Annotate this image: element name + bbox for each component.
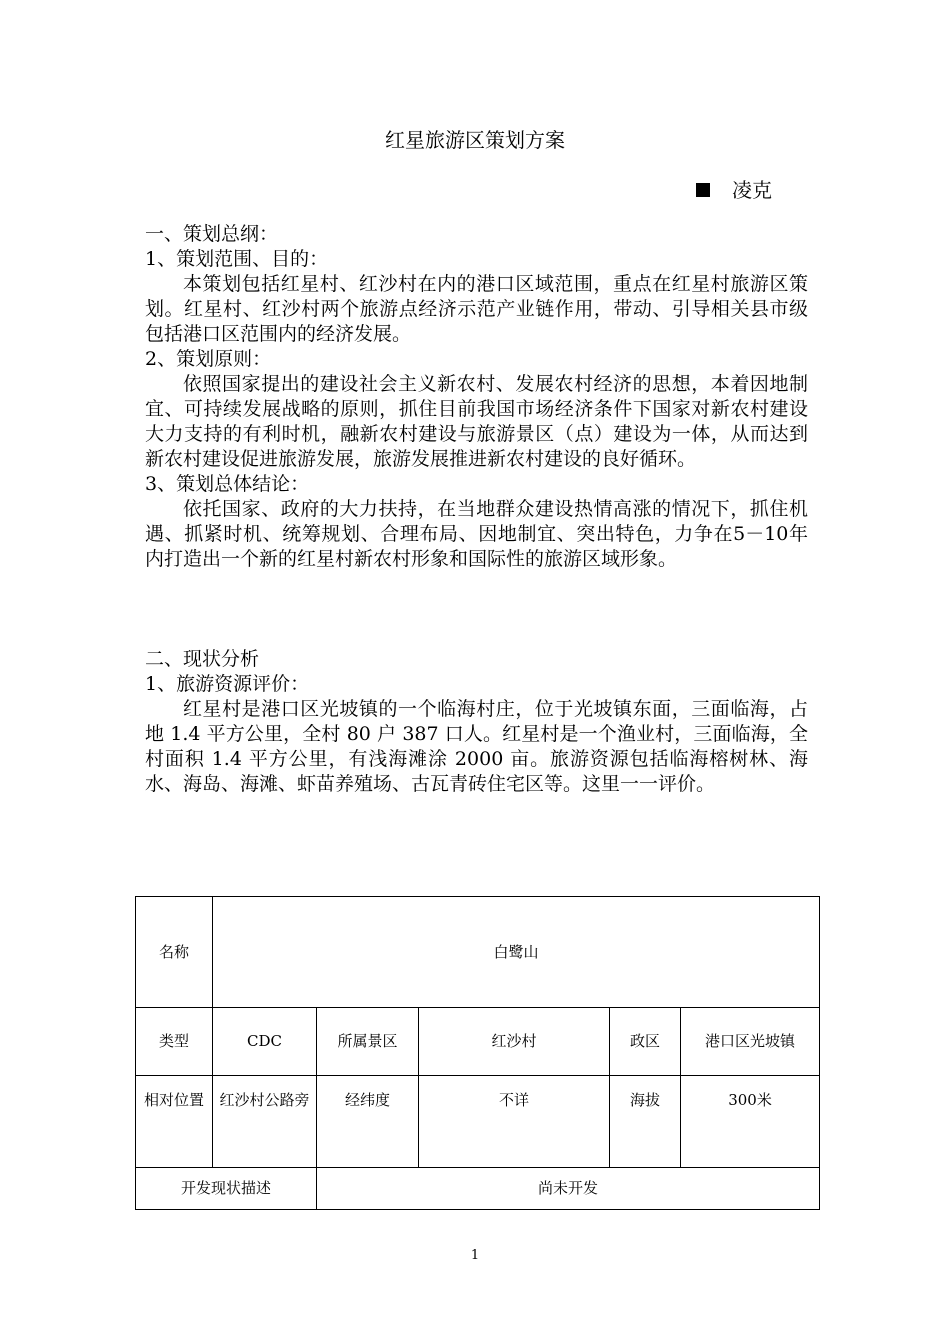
type-label: 类型 bbox=[136, 1008, 213, 1076]
section2-heading: 二、现状分析 bbox=[145, 648, 260, 670]
type-value: CDC bbox=[213, 1008, 317, 1076]
name-label: 名称 bbox=[136, 897, 213, 1008]
author-name: 凌克 bbox=[732, 178, 772, 202]
section1-sub2-heading: 2、策划原则： bbox=[145, 348, 272, 370]
section1-heading: 一、策划总纲： bbox=[145, 223, 279, 245]
coords-label: 经纬度 bbox=[317, 1076, 419, 1168]
name-value: 白鹭山 bbox=[213, 897, 820, 1008]
section-spacer bbox=[145, 572, 808, 647]
resource-table bbox=[135, 896, 820, 1210]
area-value: 红沙村 bbox=[419, 1008, 610, 1076]
position-value: 红沙村公路旁 bbox=[213, 1076, 317, 1168]
section2-sub1-paragraph: 红星村是港口区光坡镇的一个临海村庄，位于光坡镇东面，三面临海，占地 1.4 平方公里，全村 80 户 387 口人。红星村是一个渔业村，三面临海，全村面积 1.4 平方公里，有浅海滩涂 2000 亩。旅游资源包括临海榕树林、海水、海岛、海滩、虾苗养殖场、古瓦青砖住宅区等。这里一一评价。 bbox=[145, 698, 808, 795]
square-bullet-icon bbox=[696, 183, 710, 197]
status-label: 开发现状描述 bbox=[136, 1168, 317, 1210]
table-row bbox=[136, 1168, 820, 1210]
table-row bbox=[136, 1008, 820, 1076]
section1-sub3-heading: 3、策划总体结论： bbox=[145, 473, 310, 495]
table-row bbox=[136, 1076, 820, 1168]
altitude-label: 海拔 bbox=[610, 1076, 681, 1168]
author-line bbox=[696, 174, 772, 203]
section1-sub3-paragraph: 依托国家、政府的大力扶持，在当地群众建设热情高涨的情况下，抓住机遇、抓紧时机、统筹规划、合理布局、因地制宜、突出特色，力争在5－10年内打造出一个新的红星村新农村形象和国际性的旅游区域形象。 bbox=[145, 498, 808, 570]
coords-value: 不详 bbox=[419, 1076, 610, 1168]
section1-sub1-paragraph: 本策划包括红星村、红沙村在内的港口区域范围，重点在红星村旅游区策划。红星村、红沙村两个旅游点经济示范产业链作用，带动、引导相关县市级包括港口区范围内的经济发展。 bbox=[145, 273, 808, 345]
table-row bbox=[136, 897, 820, 1008]
section1-sub2-paragraph: 依照国家提出的建设社会主义新农村、发展农村经济的思想，本着因地制宜、可持续发展战略的原则，抓住目前我国市场经济条件下国家对新农村建设大力支持的有利时机，融新农村建设与旅游景区（点）建设为一体，从而达到新农村建设促进旅游发展，旅游发展推进新农村建设的良好循环。 bbox=[145, 373, 808, 470]
section1-sub1-heading: 1、策划范围、目的： bbox=[145, 248, 329, 270]
position-label: 相对位置 bbox=[136, 1076, 213, 1168]
page-number: 1 bbox=[470, 1248, 480, 1263]
document-body bbox=[145, 222, 808, 797]
status-value: 尚未开发 bbox=[317, 1168, 820, 1210]
district-label: 政区 bbox=[610, 1008, 681, 1076]
document-title: 红星旅游区策划方案 bbox=[385, 128, 565, 152]
altitude-value: 300米 bbox=[681, 1076, 820, 1168]
area-label: 所属景区 bbox=[317, 1008, 419, 1076]
district-value: 港口区光坡镇 bbox=[681, 1008, 820, 1076]
section2-sub1-heading: 1、旅游资源评价： bbox=[145, 673, 310, 695]
